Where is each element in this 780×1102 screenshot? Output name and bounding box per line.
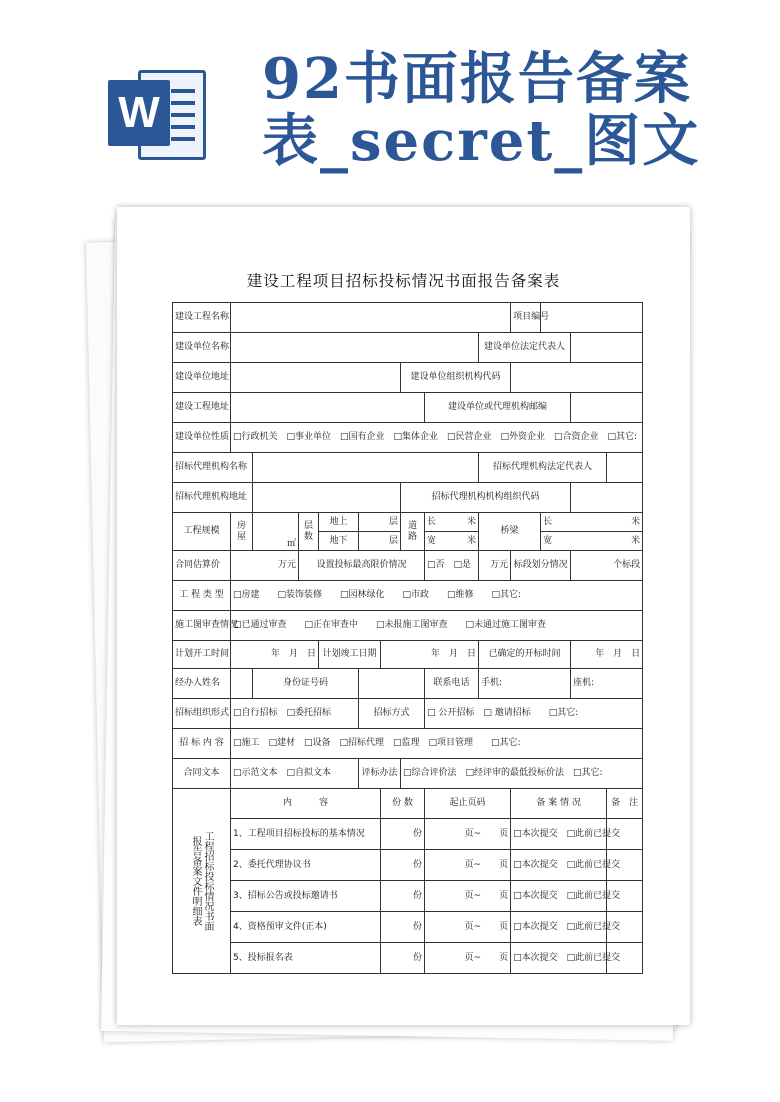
detail-item-pages[interactable]: 页~ 页 <box>425 850 511 881</box>
bid-method-options[interactable]: □ 公开招标 □ 邀请招标 □其它: <box>425 699 643 729</box>
end-date-field[interactable]: 年 月 日 <box>381 641 479 669</box>
unit-rep-label: 建设单位法定代表人 <box>479 333 571 363</box>
below-ground-label: 地下 <box>319 532 359 551</box>
row-scale-above <box>173 513 643 532</box>
detail-item-copies[interactable]: 份 <box>381 850 425 881</box>
agent-name-field[interactable] <box>253 453 479 483</box>
scale-label: 工程规模 <box>173 513 231 551</box>
row-contract-text <box>173 759 643 789</box>
section-field[interactable]: 个标段 <box>571 551 643 581</box>
table-row <box>173 912 643 943</box>
project-code-label: 项目编号 <box>511 303 541 333</box>
house-label: 房 屋 <box>231 513 253 551</box>
house-area-field[interactable]: ㎡ <box>253 513 299 551</box>
eval-method-label: 评标办法 <box>359 759 401 789</box>
limit-price-label: 设置投标最高限价情况 <box>299 551 425 581</box>
unit-address-field[interactable] <box>231 363 401 393</box>
unit-org-code-label: 建设单位组织机构代码 <box>401 363 511 393</box>
row-drawing-review <box>173 611 643 641</box>
id-number-label: 身份证号码 <box>253 669 359 699</box>
table-row <box>173 881 643 912</box>
detail-item-pages[interactable]: 页~ 页 <box>425 912 511 943</box>
detail-item-name: 4、资格预审文件(正本) <box>231 912 381 943</box>
project-name-field[interactable] <box>231 303 511 333</box>
detail-item-name: 1、工程项目招标投标的基本情况 <box>231 819 381 850</box>
detail-item-pages[interactable]: 页~ 页 <box>425 819 511 850</box>
detail-side-label-part2: 报告备案文件明细表 <box>190 836 201 926</box>
row-agent-name <box>173 453 643 483</box>
detail-item-copies[interactable]: 份 <box>381 819 425 850</box>
detail-item-copies[interactable]: 份 <box>381 943 425 974</box>
detail-header-status: 备 案 情 况 <box>511 789 607 819</box>
detail-item-status[interactable]: □本次提交 □此前已提交 <box>511 943 607 974</box>
title-line-2: 表_secret_图文 <box>262 108 701 174</box>
eval-method-options[interactable]: □综合评价法 □经评审的最低投标价法 □其它: <box>401 759 643 789</box>
table-row <box>173 819 643 850</box>
start-date-label: 计划开工时间 <box>173 641 231 669</box>
row-unit-address <box>173 363 643 393</box>
unit-address-label: 建设单位地址 <box>173 363 231 393</box>
id-number-field[interactable] <box>359 669 425 699</box>
form-title: 建设工程项目招标投标情况书面报告备案表 <box>246 272 561 290</box>
row-unit-name <box>173 333 643 363</box>
bid-date-field[interactable]: 年 月 日 <box>571 641 643 669</box>
filing-form-table <box>172 302 643 974</box>
org-form-label: 招标组织形式 <box>173 699 231 729</box>
contact-label: 联系电话 <box>425 669 479 699</box>
word-logo-icon <box>108 68 208 162</box>
agent-address-label: 招标代理机构地址 <box>173 483 253 513</box>
limit-price-field[interactable]: 万元 <box>479 551 511 581</box>
agent-org-code-label: 招标代理机构机构组织代码 <box>401 483 571 513</box>
document-paper <box>117 207 690 1025</box>
page-title <box>262 48 762 172</box>
road-width-field[interactable]: 宽 米 <box>425 532 479 551</box>
road-label: 道 路 <box>401 513 425 551</box>
unit-rep-field[interactable] <box>571 333 643 363</box>
contract-price-field[interactable]: 万元 <box>231 551 299 581</box>
above-floors-field[interactable]: 层 <box>359 513 401 532</box>
row-site-address <box>173 393 643 423</box>
project-code-field[interactable] <box>541 303 643 333</box>
drawing-review-options[interactable]: □已通过审查 □正在审查中 □未报施工图审查 □未通过施工图审查 <box>231 611 643 641</box>
project-name-label: 建设工程名称 <box>173 303 231 333</box>
limit-price-options[interactable]: □否 □是 <box>425 551 479 581</box>
row-agent-address <box>173 483 643 513</box>
unit-name-label: 建设单位名称 <box>173 333 231 363</box>
detail-header-pages: 起止页码 <box>425 789 511 819</box>
detail-item-copies[interactable]: 份 <box>381 881 425 912</box>
agent-org-code-field[interactable] <box>571 483 643 513</box>
detail-item-status[interactable]: □本次提交 □此前已提交 <box>511 819 607 850</box>
detail-item-status[interactable]: □本次提交 □此前已提交 <box>511 881 607 912</box>
above-ground-label: 地上 <box>319 513 359 532</box>
row-handler <box>173 669 643 699</box>
bid-content-options[interactable]: □施工 □建材 □设备 □招标代理 □监理 □项目管理 □其它: <box>231 729 643 759</box>
contract-text-options[interactable]: □示范文本 □自拟文本 <box>231 759 359 789</box>
drawing-review-label: 施工图审查情况 <box>173 611 231 641</box>
contract-text-label: 合同文本 <box>173 759 231 789</box>
logo-letter: W <box>108 80 170 146</box>
section-label: 标段划分情况 <box>511 551 571 581</box>
handler-name-label: 经办人姓名 <box>173 669 231 699</box>
detail-item-status[interactable]: □本次提交 □此前已提交 <box>511 850 607 881</box>
bid-method-label: 招标方式 <box>359 699 425 729</box>
row-project-name <box>173 303 643 333</box>
agent-name-label: 招标代理机构名称 <box>173 453 253 483</box>
row-org-form <box>173 699 643 729</box>
detail-header-content: 内 容 <box>231 789 381 819</box>
detail-header-remark: 备 注 <box>607 789 643 819</box>
title-line-1: 92书面报告备案 <box>262 46 692 112</box>
site-address-label: 建设工程地址 <box>173 393 231 423</box>
zip-field[interactable] <box>571 393 643 423</box>
row-unit-nature <box>173 423 643 453</box>
bid-date-label: 已确定的开标时间 <box>479 641 571 669</box>
mobile-field[interactable]: 手机: <box>479 669 571 699</box>
phone-field[interactable]: 座机: <box>571 669 643 699</box>
detail-item-status[interactable]: □本次提交 □此前已提交 <box>511 912 607 943</box>
project-type-label: 工 程 类 型 <box>173 581 231 611</box>
detail-item-name: 2、委托代理协议书 <box>231 850 381 881</box>
detail-item-pages[interactable]: 页~ 页 <box>425 881 511 912</box>
end-date-label: 计划竣工日期 <box>319 641 381 669</box>
detail-header-row <box>173 789 643 819</box>
unit-nature-options[interactable]: □行政机关 □事业单位 □国有企业 □集体企业 □民营企业 □外资企业 □合资企业 □其它: <box>231 423 643 453</box>
row-contract-price <box>173 551 643 581</box>
table-row <box>173 850 643 881</box>
site-address-field[interactable] <box>231 393 425 423</box>
zip-label: 建设单位或代理机构邮编 <box>425 393 571 423</box>
detail-item-copies[interactable]: 份 <box>381 912 425 943</box>
start-date-field[interactable]: 年 月 日 <box>231 641 319 669</box>
detail-item-name: 5、投标报名表 <box>231 943 381 974</box>
bridge-length-field[interactable]: 长 米 <box>541 513 643 532</box>
floors-label: 层 数 <box>299 513 319 551</box>
row-dates <box>173 641 643 669</box>
row-bid-content <box>173 729 643 759</box>
unit-name-field[interactable] <box>231 333 479 363</box>
project-type-options[interactable]: □房建 □装饰装修 □园林绿化 □市政 □维修 □其它: <box>231 581 643 611</box>
org-form-options[interactable]: □自行招标 □委托招标 <box>231 699 359 729</box>
bridge-label: 桥梁 <box>479 513 541 551</box>
unit-nature-label: 建设单位性质 <box>173 423 231 453</box>
bid-content-label: 招 标 内 容 <box>173 729 231 759</box>
row-project-type <box>173 581 643 611</box>
agent-address-field[interactable] <box>253 483 401 513</box>
detail-item-pages[interactable]: 页~ 页 <box>425 943 511 974</box>
unit-org-code-field[interactable] <box>511 363 643 393</box>
agent-rep-field[interactable] <box>607 453 643 483</box>
bridge-width-field[interactable]: 宽 米 <box>541 532 643 551</box>
road-length-field[interactable]: 长 米 <box>425 513 479 532</box>
agent-rep-label: 招标代理机构法定代表人 <box>479 453 607 483</box>
contract-price-label: 合同估算价 <box>173 551 231 581</box>
table-row <box>173 943 643 974</box>
detail-header-copies: 份 数 <box>381 789 425 819</box>
handler-name-field[interactable] <box>231 669 253 699</box>
detail-side-label-part1: 工程招标投标情况书面 <box>202 831 213 931</box>
detail-item-name: 3、招标公告或投标邀请书 <box>231 881 381 912</box>
below-floors-field[interactable]: 层 <box>359 532 401 551</box>
detail-side-label <box>173 789 231 974</box>
